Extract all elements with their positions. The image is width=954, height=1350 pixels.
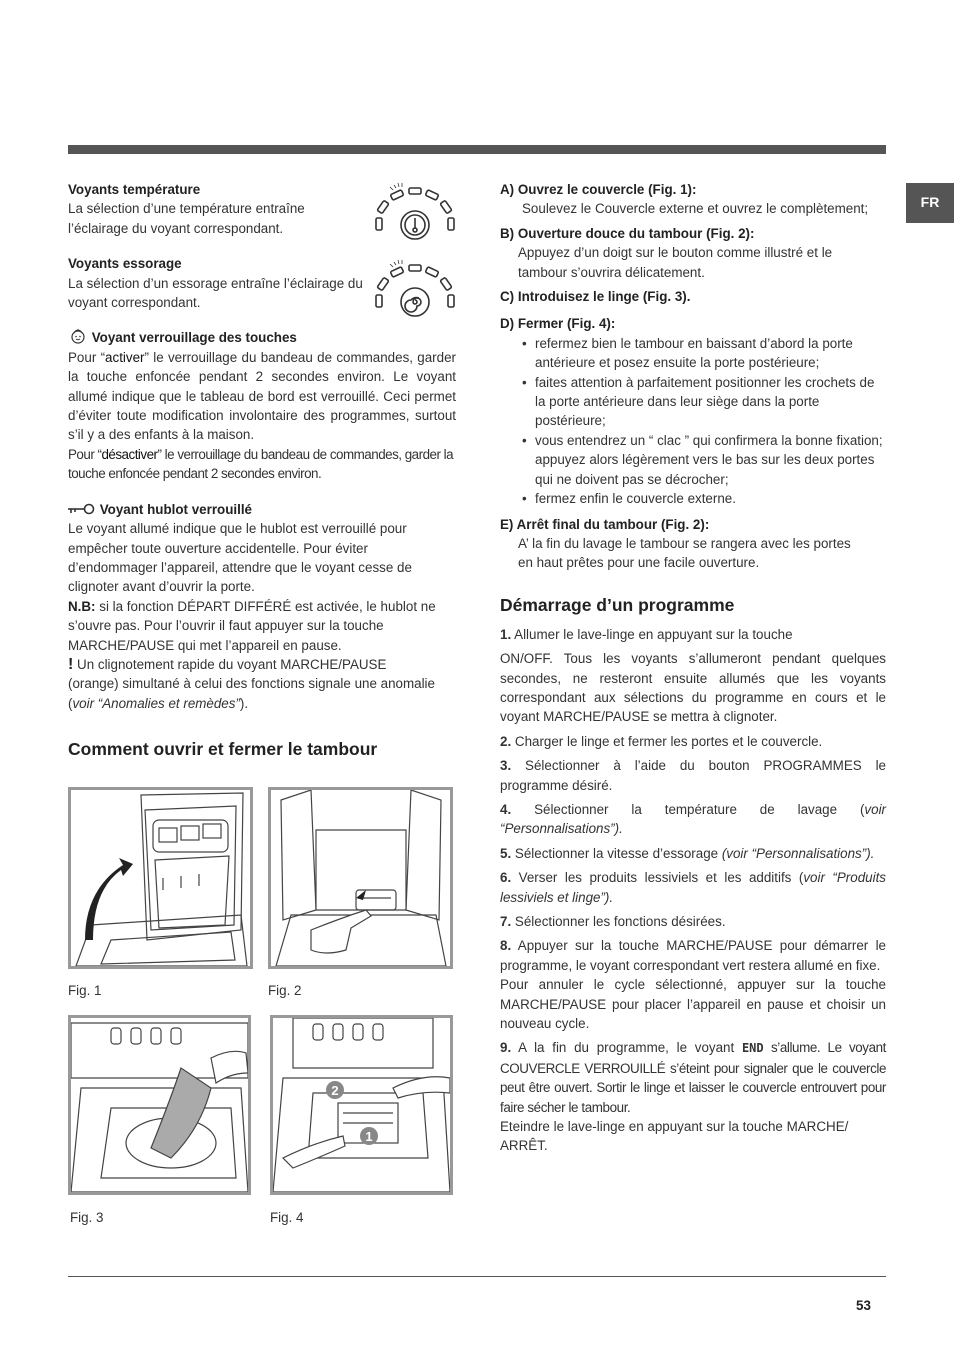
lock-heading xyxy=(68,328,456,347)
spin-title: Voyants essorage xyxy=(68,256,182,272)
step-6: 6. Verser les produits lessiviels et les additifs (voir “Produits lessiviels et linge”). xyxy=(500,870,886,905)
figure-4-caption: Fig. 4 xyxy=(270,1210,304,1225)
figure-2 xyxy=(268,787,453,969)
figure-2-caption: Fig. 2 xyxy=(268,983,302,998)
step-2: 2. Charger le linge et fermer les portes et le couvercle. xyxy=(500,733,823,749)
lock-text-1: Pour “activer” le verrouillage du bandeau de commandes, garder la touche enfoncée pendant 2 secondes environ. Le voyant allumé indique que le tableau de bord est verrouillé. Ceci permet d’éviter toute modification involontaire des programmes, surtout s’il y a des enfants à la maison. xyxy=(68,349,456,443)
svg-text:2: 2 xyxy=(331,1083,339,1098)
step-5: 5. Sélectionner la vitesse d’essorage (voir “Personnalisations”). xyxy=(500,845,875,861)
key-lock-icon xyxy=(68,503,96,515)
open-lid-illustration xyxy=(71,790,250,966)
warning-text: ! Un clignotement rapide du voyant MARCHE/PAUSE (orange) simultané à celui des fonctions signale une anomalie (voir “Anomalies et remèdes”). xyxy=(68,655,435,711)
step-8-detail: Pour annuler le cycle sélectionné, appuyer sur la touche MARCHE/PAUSE pour placer l’appareil en pause et choisir un nouveau cycle. xyxy=(500,977,886,1032)
d-bullet-2: • faites attention à parfaitement positionner les crochets de la porte antérieure dans leur siège dans la porte postérieure; xyxy=(522,374,875,429)
figure-1 xyxy=(68,787,253,969)
top-rule xyxy=(68,145,886,154)
step-3: 3. Sélectionner à l’aide du bouton PROGRAMMES le programme désiré. xyxy=(500,758,886,793)
d-bullet-3: • vous entendrez un “ clac ” qui confirmera la bonne fixation; appuyez alors légèrement vers le bas sur les deux portes qui ne doivent pas se décrocher; xyxy=(522,432,883,487)
drum-opening-illustration xyxy=(271,790,450,966)
figure-1-caption: Fig. 1 xyxy=(68,983,102,998)
step-4: 4. Sélectionner la température de lavage (voir “Personnalisations”). xyxy=(500,801,886,837)
lock-text-2: Pour “désactiver” le verrouillage du bandeau de commandes, garder la touche enfoncée pendant 2 secondes environ. xyxy=(68,446,454,482)
spin-text: La sélection d’un essorage entraîne l’éclairage du voyant correspondant. xyxy=(68,275,363,311)
left-column xyxy=(68,180,456,761)
step-e-text: A’ la fin du lavage le tambour se rangera avec les portes en haut prêtes pour une facile ouverture. xyxy=(518,535,851,571)
figure-3 xyxy=(68,1015,251,1195)
page-number: 53 xyxy=(856,1298,871,1313)
step-9-detail: Eteindre le lave-linge en appuyant sur la touche MARCHE/ ARRÊT. xyxy=(500,1119,849,1154)
temperature-title: Voyants température xyxy=(68,182,201,197)
step-d-title: D) Fermer (Fig. 4): xyxy=(500,316,616,332)
step-1: 1. Allumer le lave-linge en appuyant sur la touche xyxy=(500,626,793,642)
d-bullet-4: • fermez enfin le couvercle externe. xyxy=(522,491,736,507)
step-8: 8. Appuyer sur la touche MARCHE/PAUSE pour démarrer le programme, le voyant correspondant vert restera allumé en fixe. xyxy=(500,938,886,973)
lock-title: Voyant verrouillage des touches xyxy=(91,330,297,346)
language-tab: FR xyxy=(906,183,954,223)
d-bullet-1: • refermez bien le tambour en baissant d’abord la porte antérieure et posez ensuite la porte postérieure; xyxy=(522,335,853,371)
bottom-rule xyxy=(68,1276,886,1277)
load-laundry-illustration xyxy=(71,1018,248,1192)
step-1-detail: ON/OFF. Tous les voyants s’allumeront pendant quelques secondes, ne resteront ensuite allumés que les voyants correspondant aux sélections du programme en cours et le voyant MARCHE/PAUSE se mettra à clignoter. xyxy=(500,651,886,725)
close-drum-illustration xyxy=(273,1018,450,1192)
warning-icon: ! xyxy=(68,655,74,673)
step-7: 7. Sélectionner les fonctions désirées. xyxy=(500,914,726,929)
section-title-program: Démarrage d’un programme xyxy=(500,594,735,615)
figure-3-caption: Fig. 3 xyxy=(70,1210,104,1225)
door-text: Le voyant allumé indique que le hublot est verrouillé pour empêcher toute ouverture accidentelle. Pour éviter d’endommager l’appareil, attendre que le voyant cesse de clignoter avant d’ouvrir la porte. xyxy=(68,521,412,595)
temperature-text: La sélection d’une température entraîne l’éclairage du voyant correspondant. xyxy=(68,201,305,236)
right-column xyxy=(500,180,886,1156)
step-9: 9. A la fin du programme, le voyant END s’allume. Le voyant COUVERCLE VERROUILLÉ s’éteint pour signaler que le couvercle peut être ouvert. Sortir le linge et laisser le couvercle entrouvert pour faire sécher le tambour. xyxy=(500,1040,886,1115)
step-a-text: Soulevez le Couvercle externe et ouvrez le complètement; xyxy=(522,201,869,217)
svg-text:1: 1 xyxy=(365,1129,373,1144)
step-b-text: Appuyez d’un doigt sur le bouton comme illustré et le tambour s’ouvrira délicatement. xyxy=(518,245,833,280)
nb-text: N.B: si la fonction DÉPART DIFFÉRÉ est activée, le hublot ne s’ouvre pas. Pour l’ouvrir il faut appuyer sur la touche MARCHE/PAUSE qui met l’appareil en pause. xyxy=(68,598,436,653)
step-e-title: E) Arrêt final du tambour (Fig. 2): xyxy=(500,516,710,532)
section-title-drum: Comment ouvrir et fermer le tambour xyxy=(68,739,378,760)
step-c-title: C) Introduisez le linge (Fig. 3). xyxy=(500,289,691,305)
figure-4 xyxy=(270,1015,453,1195)
step-b-title: B) Ouverture douce du tambour (Fig. 2): xyxy=(500,225,755,241)
child-lock-icon xyxy=(68,328,88,344)
step-a-title: A) Ouvrez le couvercle (Fig. 1): xyxy=(500,182,697,197)
door-heading xyxy=(68,500,456,519)
door-title: Voyant hublot verrouillé xyxy=(99,501,253,517)
